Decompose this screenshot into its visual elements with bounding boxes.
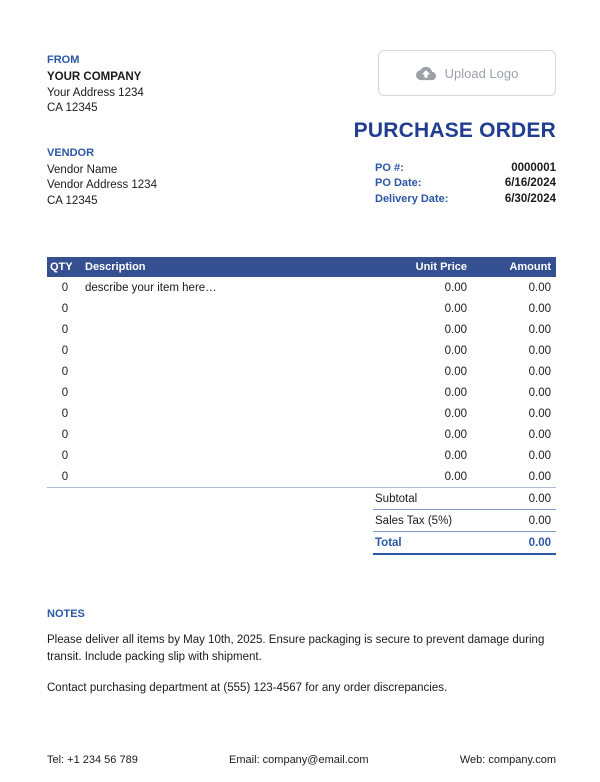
delivery-date-label: Delivery Date: xyxy=(375,192,449,205)
delivery-date-row xyxy=(375,193,556,209)
po-date-value: 6/16/2024 xyxy=(504,177,556,189)
items-body xyxy=(47,277,556,487)
item-row xyxy=(47,319,556,340)
vendor-name: Vendor Name xyxy=(47,163,118,176)
item-description: describe your item here… xyxy=(85,281,217,294)
upload-cloud-icon xyxy=(416,65,436,82)
item-qty: 0 xyxy=(61,344,69,357)
from-company: YOUR COMPANY xyxy=(47,71,142,83)
vendor-label: VENDOR xyxy=(47,146,95,159)
item-unit-price: 0.00 xyxy=(444,302,467,315)
notes-label: NOTES xyxy=(47,608,85,620)
vendor-address: Vendor Address 1234 xyxy=(47,179,157,191)
total-row xyxy=(373,532,556,555)
item-unit-price: 0.00 xyxy=(444,365,467,378)
footer xyxy=(47,754,556,766)
footer-email: Email: company@email.com xyxy=(229,754,369,766)
item-amount: 0.00 xyxy=(528,344,551,357)
notes-paragraph-1: Please deliver all items by May 10th, 2025. Ensure packaging is secure to prevent damage during transit. Include packing slip with shipment. xyxy=(47,634,545,663)
item-qty: 0 xyxy=(61,302,69,315)
item-row xyxy=(47,298,556,319)
item-row xyxy=(47,382,556,403)
item-amount: 0.00 xyxy=(528,281,551,294)
footer-tel: Tel: +1 234 56 789 xyxy=(47,754,138,766)
item-row xyxy=(47,277,556,298)
item-qty: 0 xyxy=(61,386,69,399)
item-qty: 0 xyxy=(61,470,69,483)
item-unit-price: 0.00 xyxy=(444,407,467,420)
from-city: CA 12345 xyxy=(47,102,98,114)
item-unit-price: 0.00 xyxy=(444,323,467,336)
item-unit-price: 0.00 xyxy=(444,470,467,483)
from-section xyxy=(47,54,144,117)
item-qty: 0 xyxy=(61,449,69,462)
from-label: FROM xyxy=(47,54,80,66)
item-qty: 0 xyxy=(61,365,69,378)
item-row xyxy=(47,361,556,382)
item-row xyxy=(47,424,556,445)
po-number-label: PO #: xyxy=(375,161,404,174)
footer-web: Web: company.com xyxy=(459,754,556,766)
totals-section xyxy=(47,487,556,555)
total-label: Total xyxy=(375,536,402,549)
po-date-label: PO Date: xyxy=(375,177,422,189)
col-header-unit-price: Unit Price xyxy=(415,261,467,273)
item-amount: 0.00 xyxy=(528,365,551,378)
subtotal-row xyxy=(373,488,556,510)
sales-tax-row xyxy=(373,510,556,532)
items-table xyxy=(47,257,556,555)
item-amount: 0.00 xyxy=(528,302,551,315)
item-amount: 0.00 xyxy=(528,407,551,420)
page-title: PURCHASE ORDER xyxy=(353,118,556,142)
item-row xyxy=(47,403,556,424)
item-amount: 0.00 xyxy=(528,323,551,336)
item-amount: 0.00 xyxy=(528,470,551,483)
item-unit-price: 0.00 xyxy=(444,428,467,441)
item-row xyxy=(47,340,556,361)
vendor-city: CA 12345 xyxy=(47,194,98,207)
item-qty: 0 xyxy=(61,323,69,336)
delivery-date-value: 6/30/2024 xyxy=(504,192,556,205)
total-value: 0.00 xyxy=(528,536,551,549)
item-unit-price: 0.00 xyxy=(444,386,467,399)
subtotal-value: 0.00 xyxy=(528,492,551,505)
subtotal-label: Subtotal xyxy=(375,492,418,505)
po-number-row xyxy=(375,162,556,178)
col-header-qty: QTY xyxy=(50,261,73,273)
sales-tax-value: 0.00 xyxy=(528,514,551,527)
item-qty: 0 xyxy=(61,428,69,441)
po-number-value: 0000001 xyxy=(511,161,556,174)
item-amount: 0.00 xyxy=(528,428,551,441)
item-unit-price: 0.00 xyxy=(444,449,467,462)
item-amount: 0.00 xyxy=(528,449,551,462)
item-qty: 0 xyxy=(61,407,69,420)
vendor-section xyxy=(47,147,157,210)
item-unit-price: 0.00 xyxy=(444,344,467,357)
item-unit-price: 0.00 xyxy=(444,281,467,294)
notes-section xyxy=(47,608,556,697)
upload-logo-button[interactable] xyxy=(378,50,556,96)
col-header-description: Description xyxy=(85,261,146,273)
notes-paragraph-2: Contact purchasing department at (555) 123-4567 for any order discrepancies. xyxy=(47,682,448,694)
item-row xyxy=(47,466,556,487)
item-row xyxy=(47,445,556,466)
item-amount: 0.00 xyxy=(528,386,551,399)
upload-logo-label: Upload Logo xyxy=(444,65,519,81)
items-table-header xyxy=(47,257,556,277)
sales-tax-label: Sales Tax (5%) xyxy=(375,514,453,527)
po-date-row xyxy=(375,177,556,193)
po-details xyxy=(375,162,556,209)
col-header-amount: Amount xyxy=(509,261,551,273)
from-address: Your Address 1234 xyxy=(47,86,144,99)
item-qty: 0 xyxy=(61,281,69,294)
